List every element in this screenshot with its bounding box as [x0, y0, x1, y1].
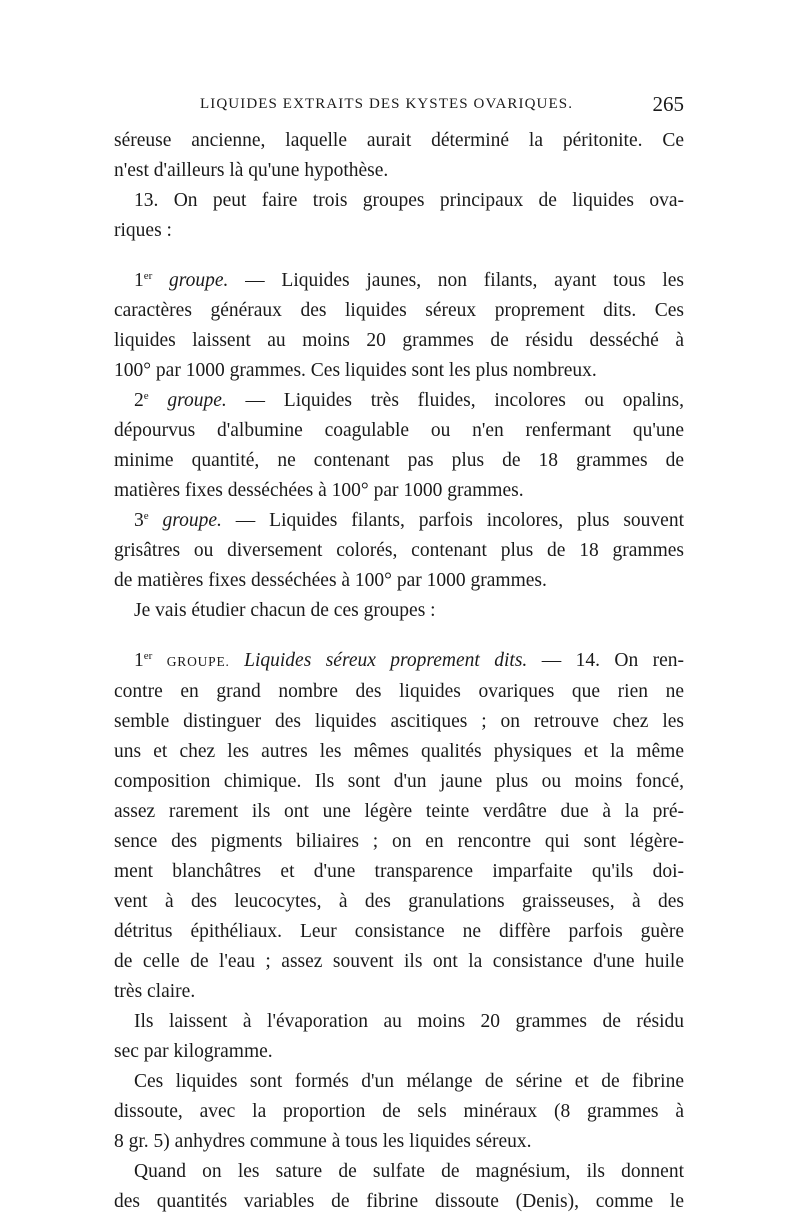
text-line: assez rarement ils ont une légère teinte verdâtre due à la pré-: [114, 801, 684, 822]
text-line: composition chimique. Ils sont d'un jaune plus ou moins foncé,: [114, 771, 684, 792]
group-label: GROUPE.: [166, 654, 230, 669]
section-title: Liquides séreux proprement dits.: [244, 650, 528, 671]
ordinal-suffix: e: [143, 390, 149, 402]
lead-line-text: — Liquides jaunes, non filants, ayant tous les: [228, 270, 684, 291]
group-number: 3: [134, 510, 144, 531]
text-line: détritus épithéliaux. Leur consistance ne diffère parfois guère: [114, 921, 684, 942]
text-line: minime quantité, ne contenant pas plus de 18 grammes de: [114, 450, 684, 471]
page-header: [200, 92, 684, 122]
text-line: vent à des leucocytes, à des granulations graisseuses, à des: [114, 891, 684, 912]
group-label: groupe.: [162, 510, 222, 531]
paragraph-lead-line: [114, 506, 684, 536]
text-line: 8 gr. 5) anhydres commune à tous les liquides séreux.: [114, 1131, 532, 1152]
group-number: 2: [134, 390, 144, 411]
text-line: contre en grand nombre des liquides ovariques que rien ne: [114, 681, 684, 702]
text-line: grisâtres ou diversement colorés, contenant plus de 18 grammes: [114, 540, 684, 561]
page-number: 265: [652, 92, 684, 116]
ordinal-suffix: e: [143, 510, 149, 522]
text-line: dépourvus d'albumine coagulable ou n'en renfermant qu'une: [114, 420, 684, 441]
lead-line-text: — Liquides filants, parfois incolores, plus souvent: [221, 510, 685, 531]
lead-line-text: — 14. On ren-: [527, 650, 685, 671]
running-title: LIQUIDES EXTRAITS DES KYSTES OVARIQUES.: [200, 96, 574, 112]
body-text: [114, 126, 684, 1217]
text-line: liquides laissent au moins 20 grammes de résidu desséché à: [114, 330, 684, 351]
paragraph-lead-line: [114, 386, 684, 416]
group-label: groupe.: [167, 390, 227, 411]
text-line: de matières fixes desséchées à 100° par 1000 grammes.: [114, 570, 547, 591]
text-line: Quand on les sature de sulfate de magnésium, ils donnent: [134, 1161, 684, 1182]
group-number: 1: [134, 650, 144, 671]
text-line: très claire.: [114, 981, 196, 1002]
text-line: matières fixes desséchées à 100° par 1000 grammes.: [114, 480, 524, 501]
text-line: dissoute, avec la proportion de sels minéraux (8 grammes à: [114, 1101, 684, 1122]
group-label: groupe.: [169, 270, 229, 291]
text-line: 13. On peut faire trois groupes principaux de liquides ova-: [134, 190, 684, 211]
text-line: Ils laissent à l'évaporation au moins 20 grammes de résidu: [134, 1011, 684, 1032]
ordinal-suffix: er: [143, 270, 153, 282]
text-line: riques :: [114, 220, 172, 241]
text-line: Je vais étudier chacun de ces groupes :: [134, 600, 436, 621]
group-number: 1: [134, 270, 144, 291]
text-line: n'est d'ailleurs là qu'une hypothèse.: [114, 160, 389, 181]
lead-line-text: — Liquides très fluides, incolores ou opalins,: [226, 390, 685, 411]
text-line: des quantités variables de fibrine dissoute (Denis), comme le: [114, 1191, 684, 1212]
text-line: uns et chez les autres les mêmes qualités physiques et la même: [114, 741, 684, 762]
paragraph-lead-line: [114, 646, 684, 677]
text-line: ment blanchâtres et d'une transparence imparfaite qu'ils doi-: [114, 861, 684, 882]
text-line: 100° par 1000 grammes. Ces liquides sont les plus nombreux.: [114, 360, 597, 381]
text-line: de celle de l'eau ; assez souvent ils ont la consistance d'une huile: [114, 951, 684, 972]
text-line: semble distinguer des liquides ascitiques ; on retrouve chez les: [114, 711, 684, 732]
text-line: séreuse ancienne, laquelle aurait déterminé la péritonite. Ce: [114, 130, 684, 151]
text-line: sec par kilogramme.: [114, 1041, 273, 1062]
paragraph-lead-line: [114, 266, 684, 296]
text-line: caractères généraux des liquides séreux proprement dits. Ces: [114, 300, 684, 321]
text-line: sence des pigments biliaires ; on en rencontre qui sont légère-: [114, 831, 684, 852]
text-line: Ces liquides sont formés d'un mélange de sérine et de fibrine: [134, 1071, 684, 1092]
ordinal-suffix: er: [143, 650, 153, 662]
